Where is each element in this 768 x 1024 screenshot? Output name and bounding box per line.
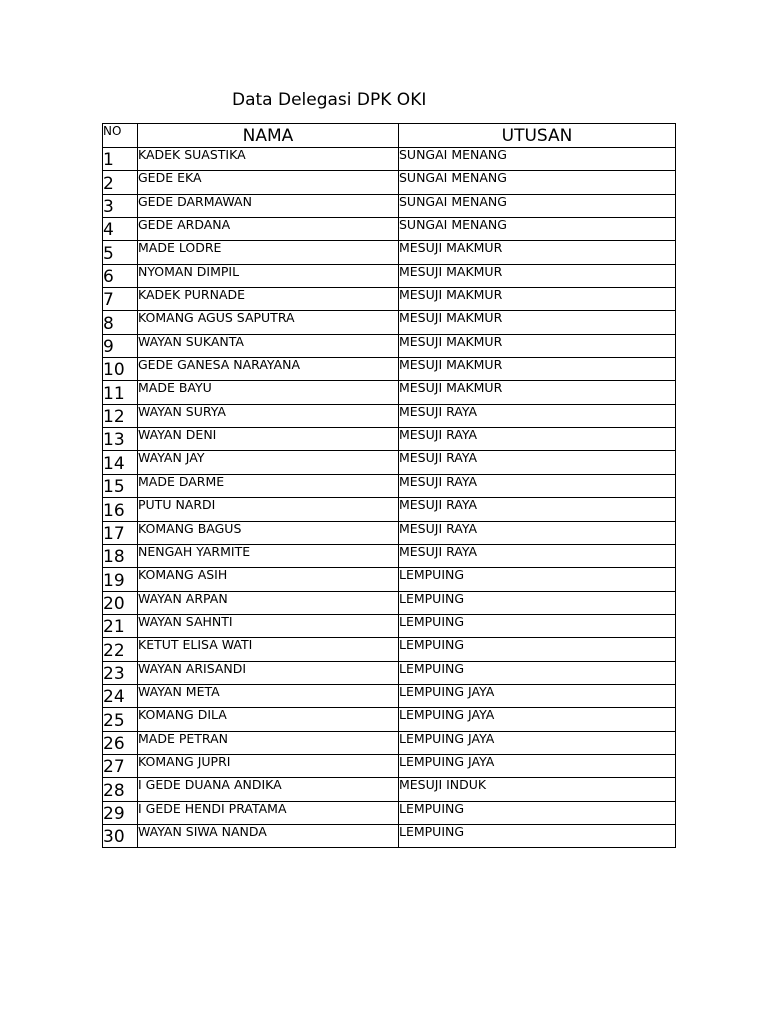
column-header-no: NO [103,124,138,148]
table-row [103,148,676,171]
row-number: 19 [103,568,138,591]
table-row [103,568,676,591]
table-row [103,684,676,707]
table-row [103,358,676,381]
row-number: 25 [103,708,138,731]
delegate-origin: MESUJI MAKMUR [399,311,676,334]
row-number: 13 [103,428,138,451]
row-number: 16 [103,498,138,521]
table-header-row [103,124,676,148]
delegate-origin: LEMPUING [399,661,676,684]
table-row [103,498,676,521]
table-row [103,428,676,451]
table-row [103,708,676,731]
row-number: 27 [103,754,138,777]
row-number: 14 [103,451,138,474]
table-row [103,264,676,287]
delegate-name: NYOMAN DIMPIL [138,264,399,287]
delegate-name: GEDE DARMAWAN [138,194,399,217]
delegate-name: KOMANG BAGUS [138,521,399,544]
column-header-nama: NAMA [138,124,399,148]
delegate-name: MADE DARME [138,474,399,497]
delegate-name: WAYAN SIWA NANDA [138,824,399,847]
delegate-origin: MESUJI RAYA [399,451,676,474]
row-number: 22 [103,638,138,661]
delegate-name: KADEK PURNADE [138,288,399,311]
table-row [103,171,676,194]
table-row [103,661,676,684]
delegate-name: WAYAN SAHNTI [138,614,399,637]
delegate-origin: MESUJI INDUK [399,778,676,801]
table-row [103,591,676,614]
table-row [103,451,676,474]
delegate-origin: MESUJI RAYA [399,544,676,567]
table-row [103,194,676,217]
delegate-origin: SUNGAI MENANG [399,148,676,171]
table-row [103,614,676,637]
delegate-name: GEDE GANESA NARAYANA [138,358,399,381]
row-number: 30 [103,824,138,847]
table-row [103,241,676,264]
row-number: 11 [103,381,138,404]
column-header-utusan: UTUSAN [399,124,676,148]
delegate-origin: MESUJI RAYA [399,428,676,451]
delegate-name: WAYAN ARISANDI [138,661,399,684]
table-row [103,218,676,241]
delegate-origin: LEMPUING [399,591,676,614]
row-number: 18 [103,544,138,567]
delegate-origin: SUNGAI MENANG [399,171,676,194]
delegate-origin: LEMPUING [399,824,676,847]
delegate-name: GEDE ARDANA [138,218,399,241]
row-number: 24 [103,684,138,707]
table-row [103,824,676,847]
table-row [103,801,676,824]
delegate-origin: LEMPUING JAYA [399,754,676,777]
delegate-origin: MESUJI RAYA [399,498,676,521]
delegate-origin: MESUJI RAYA [399,474,676,497]
table-row [103,381,676,404]
delegate-name: MADE PETRAN [138,731,399,754]
delegate-origin: MESUJI MAKMUR [399,334,676,357]
delegate-name: GEDE EKA [138,171,399,194]
table-row [103,404,676,427]
delegate-origin: LEMPUING [399,638,676,661]
table-row [103,311,676,334]
row-number: 4 [103,218,138,241]
delegate-origin: MESUJI RAYA [399,404,676,427]
delegate-origin: LEMPUING [399,801,676,824]
delegate-name: WAYAN META [138,684,399,707]
row-number: 29 [103,801,138,824]
document-title: Data Delegasi DPK OKI [232,90,427,110]
delegate-name: KOMANG JUPRI [138,754,399,777]
delegate-origin: LEMPUING JAYA [399,684,676,707]
delegate-name: I GEDE HENDI PRATAMA [138,801,399,824]
row-number: 17 [103,521,138,544]
delegate-origin: MESUJI MAKMUR [399,241,676,264]
delegate-origin: SUNGAI MENANG [399,194,676,217]
row-number: 28 [103,778,138,801]
delegate-name: KADEK SUASTIKA [138,148,399,171]
delegate-name: MADE BAYU [138,381,399,404]
delegate-origin: MESUJI MAKMUR [399,288,676,311]
row-number: 10 [103,358,138,381]
table-row [103,544,676,567]
delegate-name: WAYAN SUKANTA [138,334,399,357]
row-number: 21 [103,614,138,637]
delegate-name: KOMANG AGUS SAPUTRA [138,311,399,334]
table-row [103,334,676,357]
delegate-name: WAYAN DENI [138,428,399,451]
table-row [103,288,676,311]
delegate-origin: LEMPUING JAYA [399,708,676,731]
delegate-name: KOMANG DILA [138,708,399,731]
delegate-name: PUTU NARDI [138,498,399,521]
row-number: 15 [103,474,138,497]
delegation-table [102,123,676,848]
delegate-name: MADE LODRE [138,241,399,264]
table-row [103,754,676,777]
delegate-name: I GEDE DUANA ANDIKA [138,778,399,801]
table-body [103,148,676,848]
delegate-name: WAYAN SURYA [138,404,399,427]
row-number: 20 [103,591,138,614]
delegate-origin: MESUJI MAKMUR [399,381,676,404]
delegate-name: KOMANG ASIH [138,568,399,591]
row-number: 8 [103,311,138,334]
row-number: 7 [103,288,138,311]
row-number: 9 [103,334,138,357]
delegate-origin: LEMPUING [399,568,676,591]
table-row [103,638,676,661]
row-number: 23 [103,661,138,684]
row-number: 6 [103,264,138,287]
delegate-origin: MESUJI MAKMUR [399,264,676,287]
row-number: 26 [103,731,138,754]
row-number: 3 [103,194,138,217]
delegate-origin: LEMPUING [399,614,676,637]
delegate-origin: MESUJI RAYA [399,521,676,544]
delegate-name: KETUT ELISA WATI [138,638,399,661]
row-number: 12 [103,404,138,427]
table-row [103,731,676,754]
table-row [103,778,676,801]
delegate-name: WAYAN JAY [138,451,399,474]
row-number: 5 [103,241,138,264]
row-number: 2 [103,171,138,194]
table-row [103,521,676,544]
delegate-origin: LEMPUING JAYA [399,731,676,754]
table-row [103,474,676,497]
delegate-name: WAYAN ARPAN [138,591,399,614]
delegate-name: NENGAH YARMITE [138,544,399,567]
delegate-origin: SUNGAI MENANG [399,218,676,241]
row-number: 1 [103,148,138,171]
delegate-origin: MESUJI MAKMUR [399,358,676,381]
